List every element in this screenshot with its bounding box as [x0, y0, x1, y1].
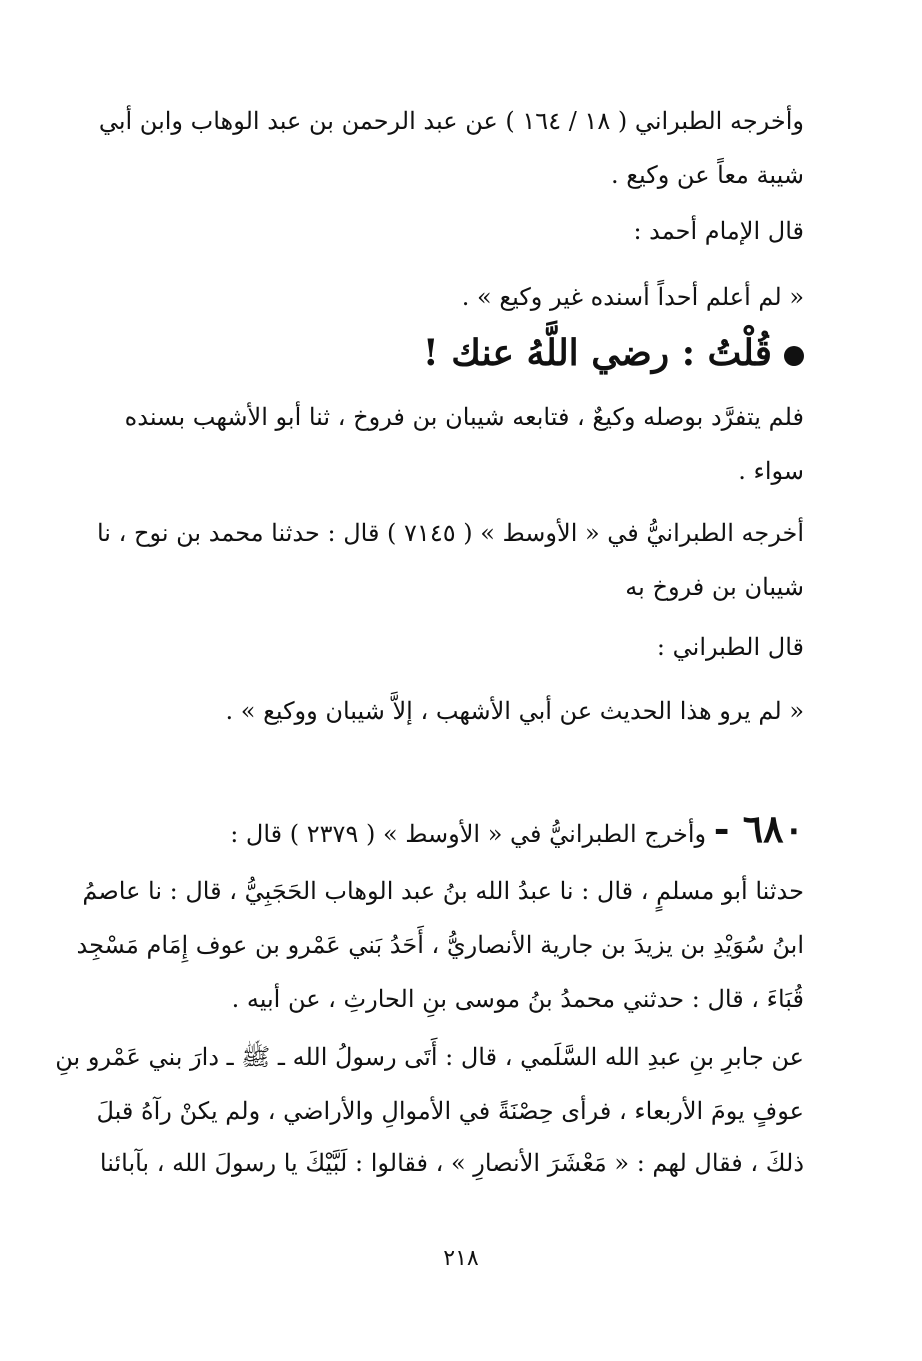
text-line: سواء .	[738, 457, 804, 485]
text-line: شيبان بن فروخ به	[625, 573, 804, 601]
text-line: قُبَاءَ ، قال : حدثني محمدُ بنُ موسى بنِ الحارثِ ، عن أبيه .	[231, 985, 804, 1013]
text-line: ذلكَ ، فقال لهم : « مَعْشَرَ الأنصارِ » ، فقالوا : لَبَّيْكَ يا رسولَ الله ، بآبائنا	[99, 1149, 804, 1177]
text-line: حدثنا أبو مسلمٍ ، قال : نا عبدُ الله بنُ عبد الوهاب الحَجَبِيُّ ، قال : نا عاصمُ	[82, 877, 804, 905]
text-line: قال الإمام أحمد :	[633, 217, 804, 245]
hadith-number: ٦٨٠ -	[713, 806, 804, 851]
text-line: أخرجه الطبرانيُّ في « الأوسط » ( ٧١٤٥ ) قال : حدثنا محمد بن نوح ، نا	[96, 519, 804, 547]
text-line: ابنُ سُوَيْدِ بن يزيدَ بن جارية الأنصاريُّ ، أَحَدُ بَني عَمْرو بن عوف إِمَام مَسْجِد	[76, 931, 804, 959]
text-line: فلم يتفرَّد بوصله وكيعٌ ، فتابعه شيبان بن فروخ ، ثنا أبو الأشهب بسنده	[124, 403, 804, 431]
page-number: ٢١٨	[443, 1246, 479, 1271]
text-line: وأخرجه الطبراني ( ١٨ / ١٦٤ ) عن عبد الرحمن بن عبد الوهاب وابن أبي	[98, 107, 804, 135]
hadith-header	[88, 806, 804, 851]
text-line: عوفٍ يومَ الأربعاء ، فرأى حِصْنَةً في الأموالِ والأراضي ، ولم يكنْ رآهُ قبلَ	[96, 1097, 804, 1125]
text-line: عن جابرِ بنِ عبدِ الله السَّلَمي ، قال : أَتَى رسولُ الله ـ ﷺ ـ دارَ بني عَمْرو بنِ	[55, 1043, 804, 1071]
quote-line: « لم أعلم أحداً أسنده غير وكيع » .	[461, 283, 804, 311]
text-line: قال الطبراني :	[656, 633, 804, 661]
bullet-icon	[784, 346, 804, 366]
hadith-source: وأخرج الطبرانيُّ في « الأوسط » ( ٢٣٧٩ ) قال :	[230, 820, 707, 848]
text-line: شيبة معاً عن وكيع .	[611, 161, 804, 189]
section-heading	[88, 330, 804, 376]
quote-line: « لم يرو هذا الحديث عن أبي الأشهب ، إلاَّ شيبان ووكيع » .	[225, 697, 804, 725]
heading-text: قُلْتُ : رضي اللَّهُ عنك !	[422, 332, 772, 374]
